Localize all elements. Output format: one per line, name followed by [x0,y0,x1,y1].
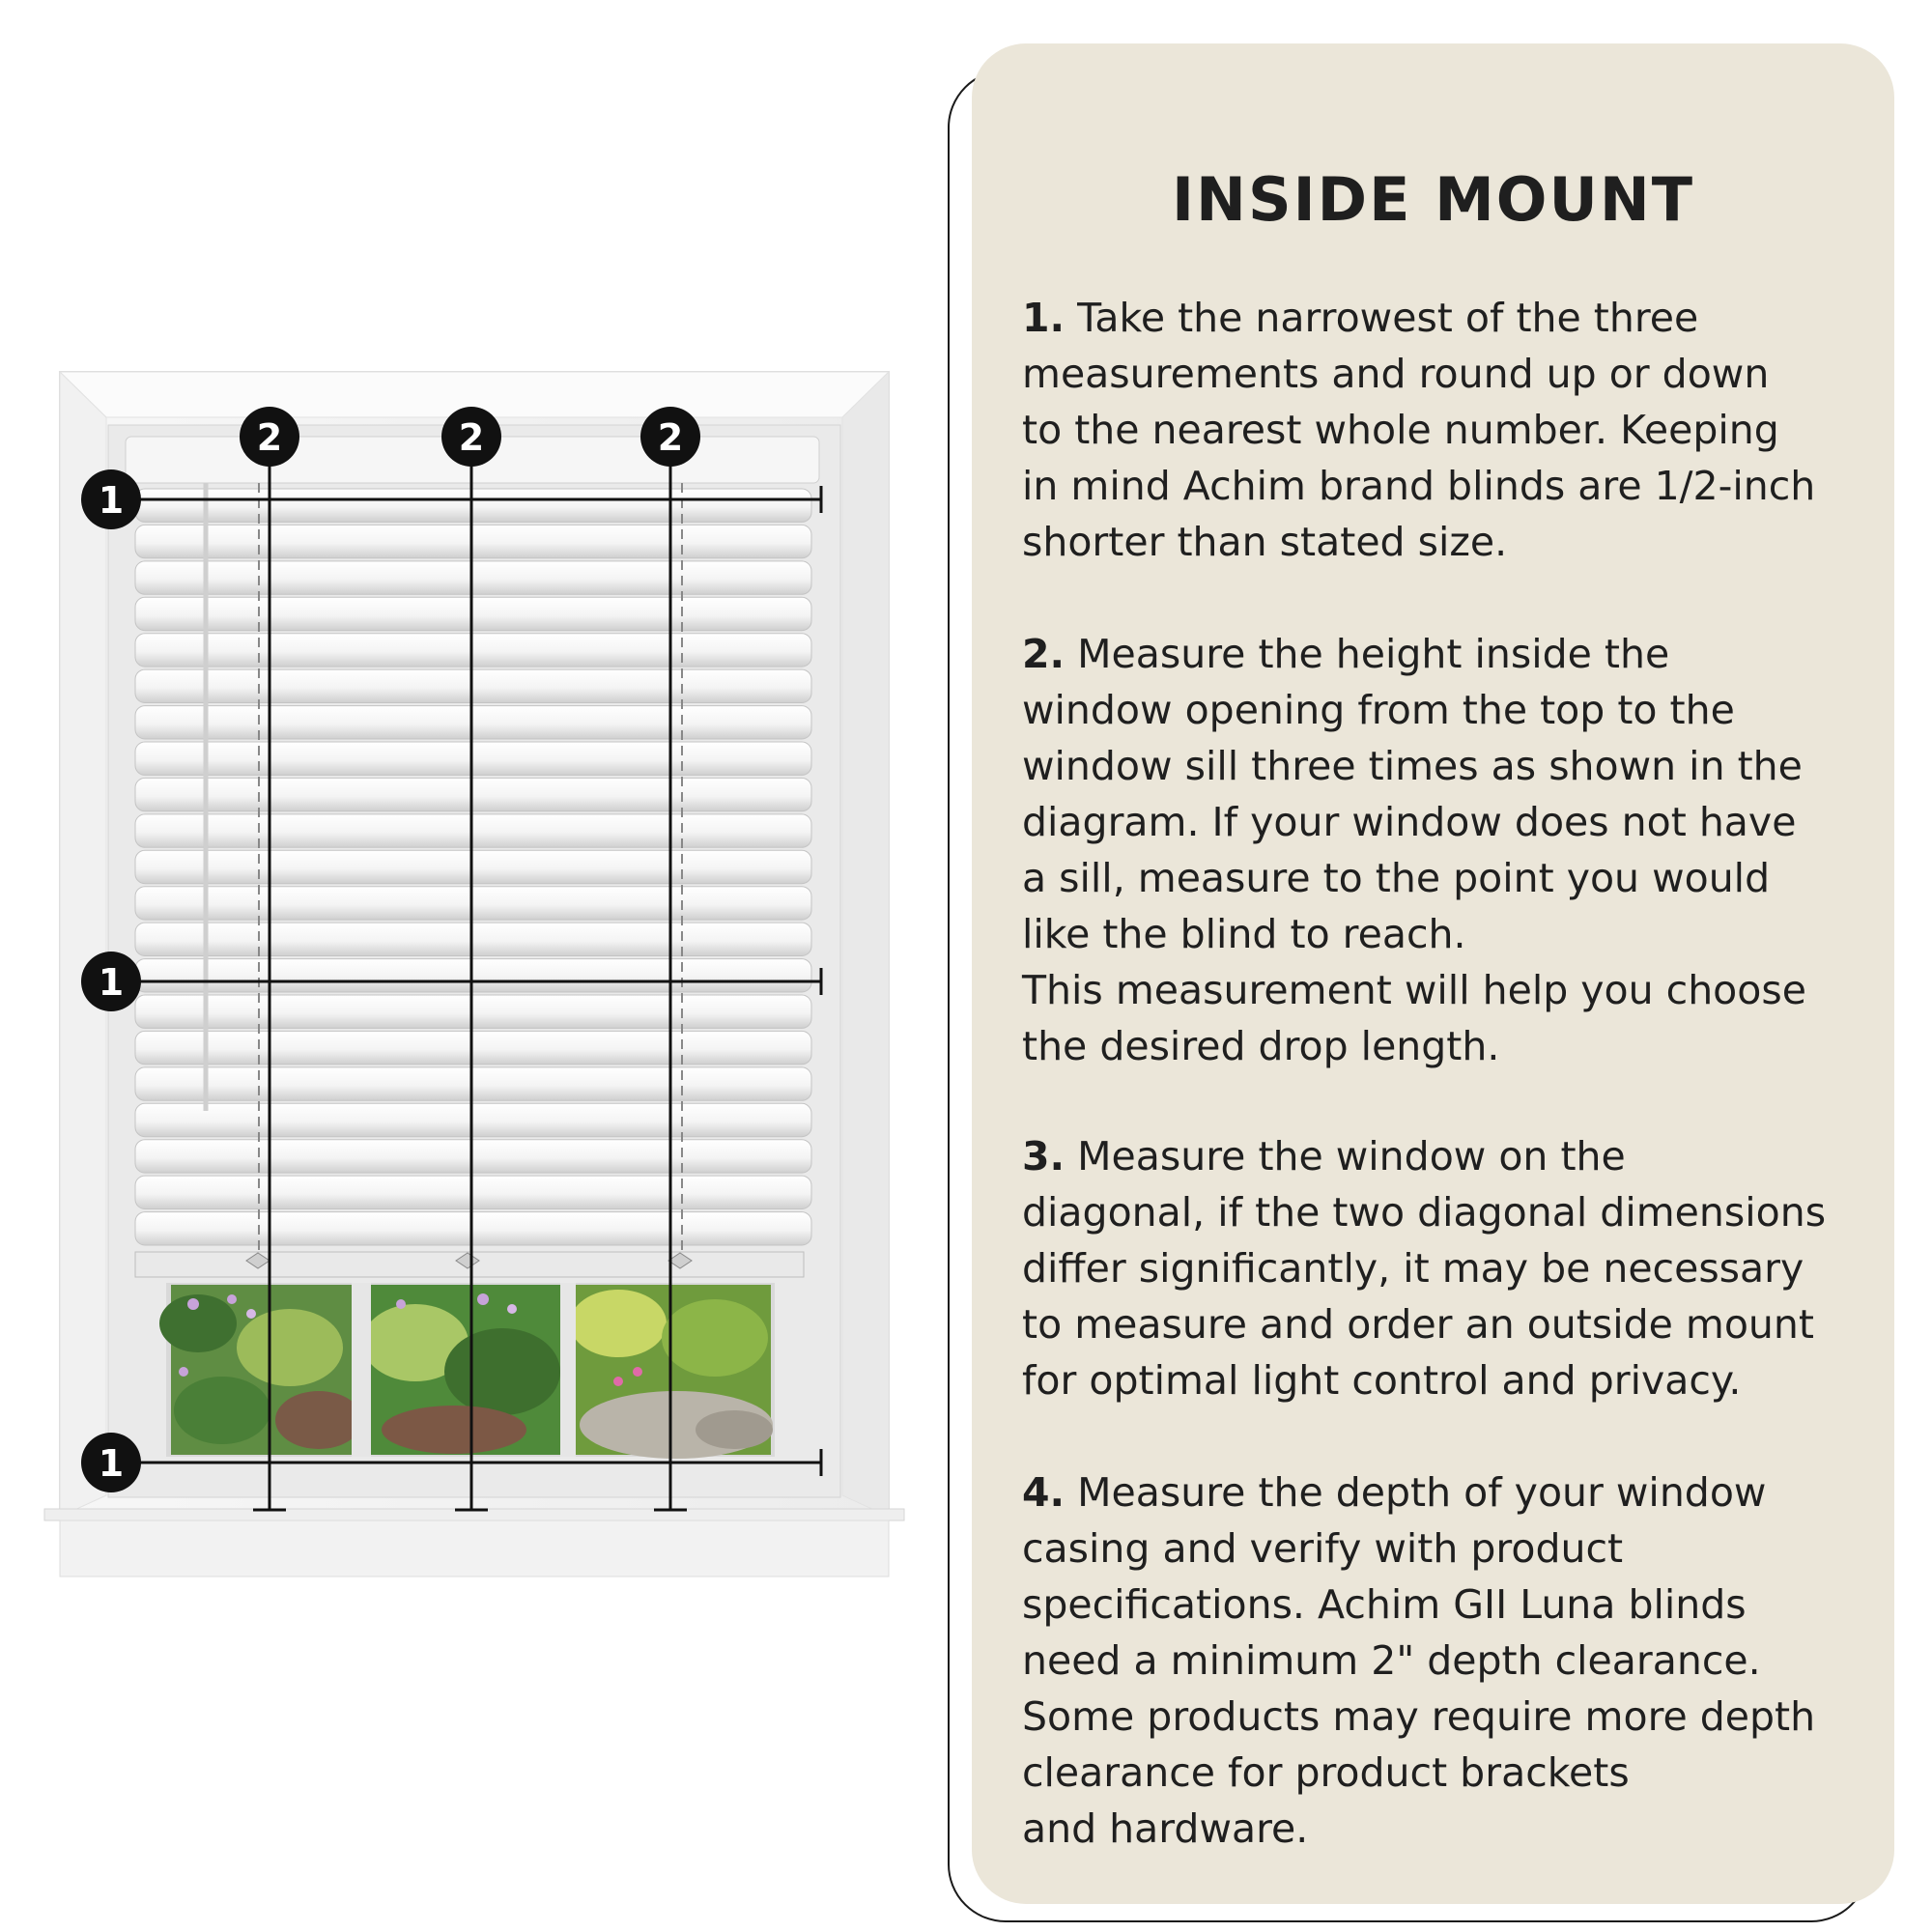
blind-slat [135,923,811,955]
step-text: Measure the height inside the window opening from the top to the window sill three times as shown in the diagram. If your window does not have a sill, measure to the point you would like the blind to reach. This measurement will help you choose the desired drop length. [1022,631,1806,1069]
width-marker-badge [81,1433,141,1492]
step-text: Measure the window on the diagonal, if the two diagonal dimensions differ significantly, it may be necessary to measure and order an outside mount for optimal light control and privacy. [1022,1133,1827,1404]
blind-slat [135,814,811,847]
blind-slat [135,561,811,594]
blind-slat [135,1103,811,1136]
step-number: 4. [1022,1469,1065,1516]
blind-slat [135,706,811,739]
step-text: Take the narrowest of the three measurements and round up or down to the nearest whole number. Keeping in mind Achim brand blinds are 1/2-inch shorter than stated size. [1022,295,1816,565]
garden-pane-left [159,1285,362,1455]
step-text: Measure the depth of your window casing and verify with product specifications. Achim GII Luna blinds need a minimum 2" depth clearance. Some products may require more depth clearance for product brackets and hardware. [1022,1469,1816,1852]
width-marker-number: 1 [98,479,125,522]
blind-slat [135,525,811,557]
blind-slat [135,489,811,522]
outdoor-garden-view [159,1283,775,1459]
step-number: 3. [1022,1133,1065,1179]
blind-slat [135,1031,811,1064]
height-marker-badge [240,407,299,467]
instruction-step-4 [1022,1464,1872,1857]
height-marker-badge [640,407,700,467]
width-marker-number: 1 [98,961,125,1004]
blind-slat [135,850,811,883]
height-marker-number: 2 [458,416,485,459]
blind-slat [135,1067,811,1100]
blind-slat [135,1176,811,1208]
blind-slat [135,597,811,630]
instruction-step-1 [1022,290,1872,570]
width-marker-badge [81,469,141,529]
panel-title: INSIDE MOUNT [1171,164,1694,235]
height-marker-badge [441,407,501,467]
blind-slats [135,489,811,1245]
blind-slat [135,995,811,1028]
garden-pane-middle [362,1285,560,1455]
blind-slat [135,669,811,702]
window-blind-diagram [0,0,927,1642]
blind-slat [135,634,811,667]
height-marker-number: 2 [657,416,684,459]
width-marker-badge [81,952,141,1011]
instruction-step-2 [1022,626,1872,1074]
width-marker-number: 1 [98,1442,125,1485]
height-marker-number: 2 [256,416,283,459]
blind-slat [135,778,811,810]
step-number: 1. [1022,295,1065,341]
instruction-step-3 [1022,1128,1872,1408]
inside-mount-panel [972,43,1894,1904]
blind-slat [135,742,811,775]
blind-slat [135,1140,811,1173]
blind-slat [135,887,811,920]
step-number: 2. [1022,631,1065,677]
window-sill [44,1509,904,1577]
blind-slat [135,959,811,992]
blind-slat [135,1212,811,1245]
